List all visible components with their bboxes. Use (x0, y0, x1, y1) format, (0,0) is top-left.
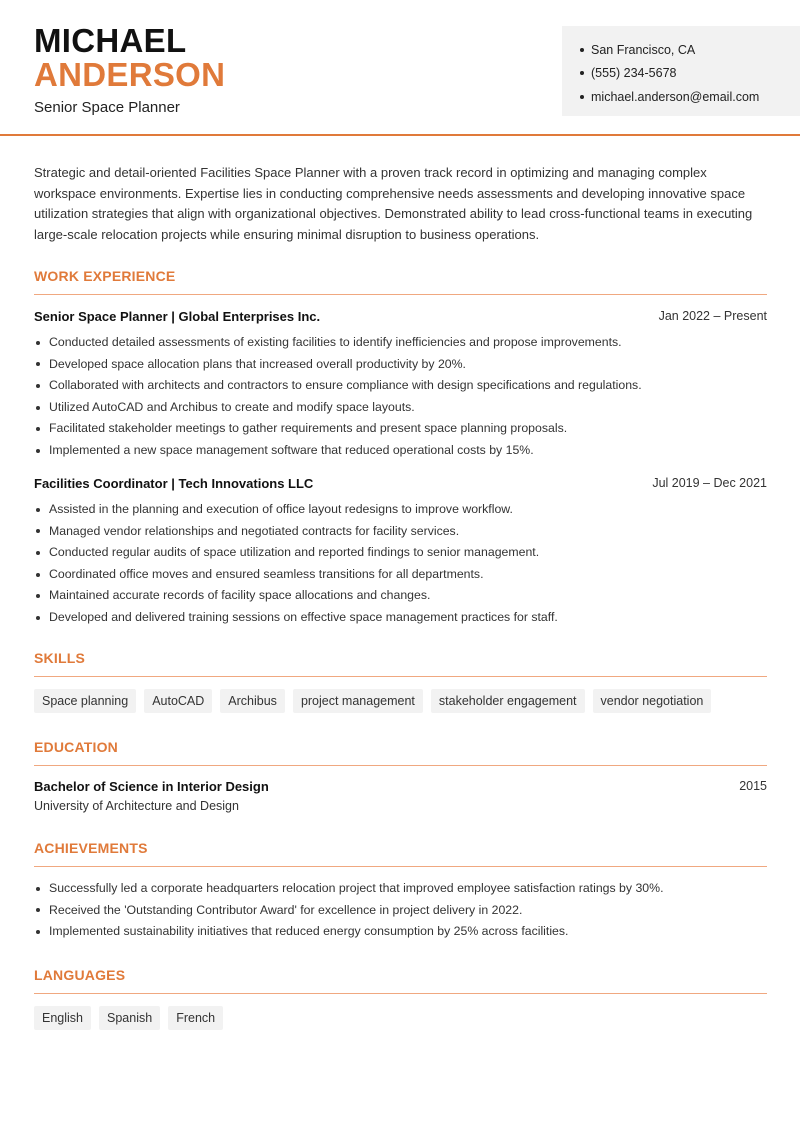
bullet-icon (36, 529, 40, 533)
language-chip: English (34, 1006, 91, 1030)
skill-chip: Archibus (220, 689, 285, 713)
bullet-icon (36, 551, 40, 555)
skill-chip: stakeholder engagement (431, 689, 585, 713)
bullet-icon (580, 48, 584, 52)
achievements-list (34, 878, 767, 943)
contact-text: San Francisco, CA (591, 42, 696, 57)
list-item: Conducted detailed assessments of existing facilities to identify inefficiencies and propose improvements. (34, 332, 767, 354)
school-name: University of Architecture and Design (34, 799, 239, 813)
job-bullets (34, 499, 767, 629)
bullet-icon (36, 887, 40, 891)
list-item: Coordinated office moves and ensured seamless transitions for all departments. (34, 564, 767, 586)
contact-text: (555) 234-5678 (591, 66, 677, 81)
language-chip: Spanish (99, 1006, 160, 1030)
bullet-icon (36, 573, 40, 577)
section-title-education: EDUCATION (34, 739, 767, 766)
skill-chip: vendor negotiation (593, 689, 712, 713)
first-name: MICHAEL (34, 22, 187, 59)
bullet-icon (36, 594, 40, 598)
bullet-icon (580, 95, 584, 99)
list-item: Collaborated with architects and contractors to ensure compliance with design specifications and regulations. (34, 375, 767, 397)
degree-title: Bachelor of Science in Interior Design (34, 779, 269, 794)
bullet-icon (36, 362, 40, 366)
list-item: Developed and delivered training sessions on effective space management practices for staff. (34, 607, 767, 629)
bullet-icon (36, 449, 40, 453)
section-title-languages: LANGUAGES (34, 967, 767, 994)
language-chip: French (168, 1006, 223, 1030)
bullet-icon (36, 616, 40, 620)
skill-chip: AutoCAD (144, 689, 212, 713)
job-date: Jul 2019 – Dec 2021 (652, 476, 767, 490)
last-name: ANDERSON (34, 56, 226, 93)
skill-chip: project management (293, 689, 423, 713)
contact-phone (580, 62, 800, 86)
section-title-work: WORK EXPERIENCE (34, 268, 767, 295)
graduation-year: 2015 (739, 779, 767, 793)
job-role: Senior Space Planner (34, 99, 180, 116)
bullet-icon (36, 384, 40, 388)
bullet-icon (36, 930, 40, 934)
resume-header (0, 0, 800, 136)
skills-list (34, 689, 711, 713)
job-date: Jan 2022 – Present (658, 309, 767, 323)
contact-box (562, 26, 800, 116)
summary-paragraph: Strategic and detail-oriented Facilities Space Planner with a proven track record in optimizing and managing complex workspace environments. Expertise lies in conducting comprehensive needs assessments and developing innovative space utilization strategies that align with organizational objectives. Demonstrated ability to lead cross-functional teams in executing large-scale relocation projects while ensuring minimal disruption to business operations. (34, 165, 753, 243)
contact-location (580, 38, 800, 62)
contact-email (580, 85, 800, 109)
bullet-icon (36, 908, 40, 912)
job-bullets (34, 332, 767, 462)
languages-list (34, 1006, 223, 1030)
list-item: Assisted in the planning and execution of office layout redesigns to improve workflow. (34, 499, 767, 521)
list-item: Managed vendor relationships and negotiated contracts for facility services. (34, 521, 767, 543)
list-item: Maintained accurate records of facility space allocations and changes. (34, 585, 767, 607)
section-title-skills: SKILLS (34, 650, 767, 677)
bullet-icon (36, 341, 40, 345)
list-item: Implemented a new space management software that reduced operational costs by 15%. (34, 440, 767, 462)
job-header (34, 476, 767, 491)
list-item: Facilitated stakeholder meetings to gather requirements and present space planning proposals. (34, 418, 767, 440)
list-item: Developed space allocation plans that increased overall productivity by 20%. (34, 354, 767, 376)
list-item: Successfully led a corporate headquarters relocation project that improved employee satisfaction ratings by 30%. (34, 878, 767, 900)
job-header (34, 309, 767, 324)
bullet-icon (36, 406, 40, 410)
list-item: Conducted regular audits of space utilization and reported findings to senior management. (34, 542, 767, 564)
skill-chip: Space planning (34, 689, 136, 713)
bullet-icon (36, 427, 40, 431)
contact-text: michael.anderson@email.com (591, 89, 760, 104)
bullet-icon (580, 71, 584, 75)
list-item: Utilized AutoCAD and Archibus to create and modify space layouts. (34, 397, 767, 419)
list-item: Received the 'Outstanding Contributor Award' for excellence in project delivery in 2022. (34, 900, 767, 922)
list-item: Implemented sustainability initiatives that reduced energy consumption by 25% across facilities. (34, 921, 767, 943)
section-title-achievements: ACHIEVEMENTS (34, 840, 767, 867)
bullet-icon (36, 508, 40, 512)
candidate-name (34, 24, 225, 92)
job-title: Senior Space Planner | Global Enterprises Inc. (34, 309, 321, 324)
education-header (34, 779, 767, 794)
job-title: Facilities Coordinator | Tech Innovations LLC (34, 476, 314, 491)
